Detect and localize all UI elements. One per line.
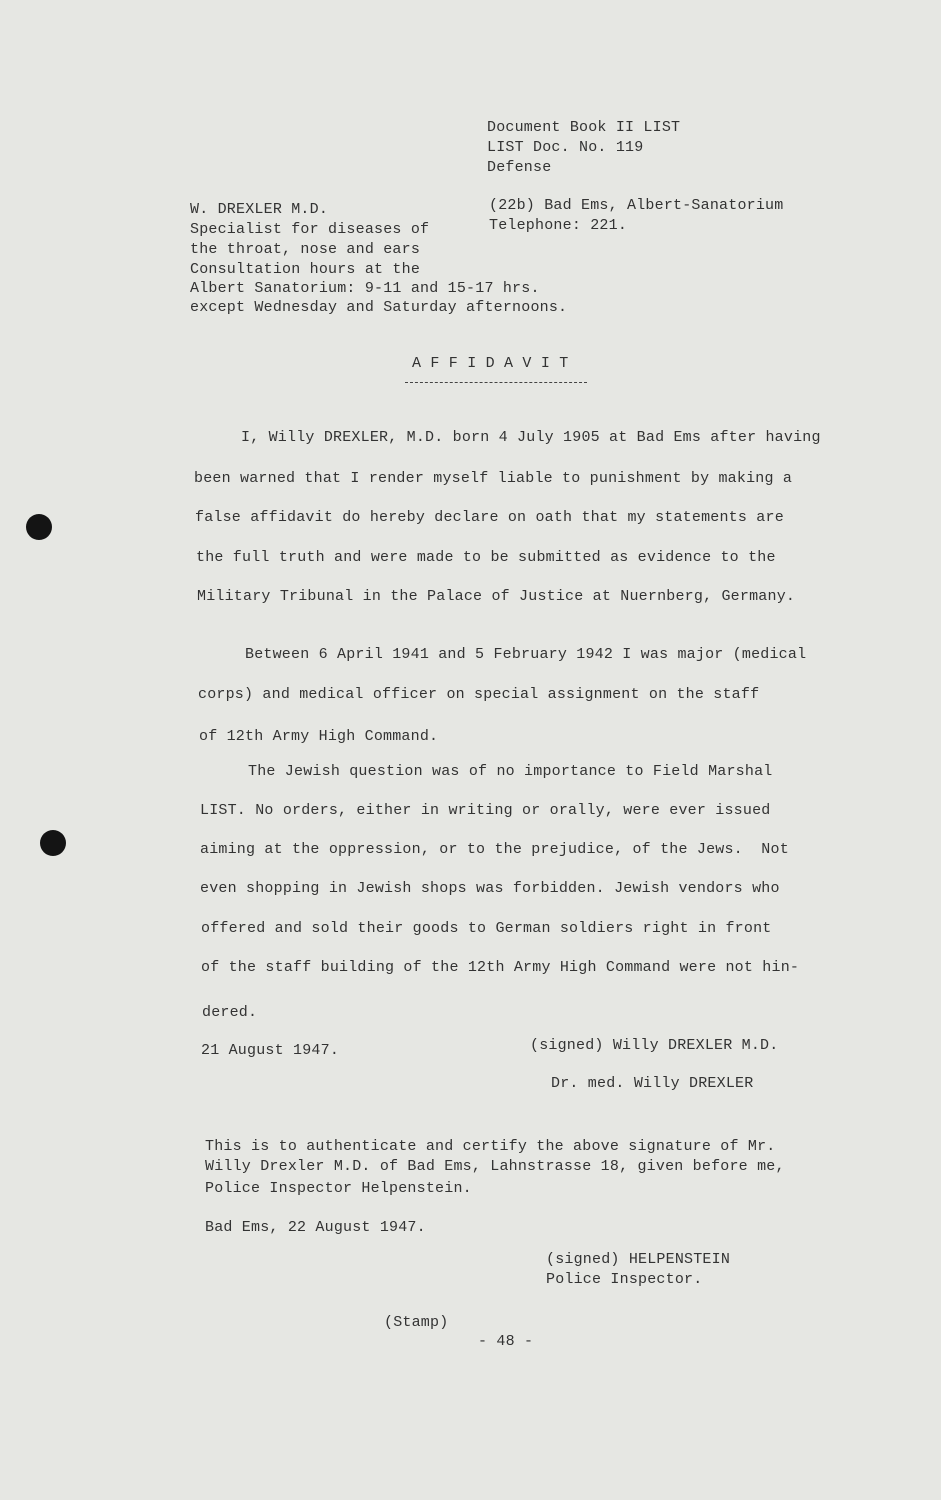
letterhead-address: (22b) Bad Ems, Albert-Sanatorium [489, 197, 784, 214]
para3-line-7: dered. [202, 1004, 258, 1021]
para1-line-2: been warned that I render myself liable to punishment by making a [194, 470, 793, 487]
letterhead-specialty-2: the throat, nose and ears [190, 241, 421, 258]
letterhead-name: W. DREXLER M.D. [190, 201, 329, 218]
doc-number-ref: LIST Doc. No. 119 [487, 139, 644, 156]
para3-line-5: offered and sold their goods to German soldiers right in front [201, 920, 772, 937]
para3-line-4: even shopping in Jewish shops was forbidden. Jewish vendors who [200, 880, 780, 897]
letterhead-hours-3: except Wednesday and Saturday afternoons. [190, 299, 568, 316]
affiant-name: Dr. med. Willy DREXLER [551, 1075, 754, 1092]
cert-date: Bad Ems, 22 August 1947. [205, 1219, 426, 1236]
para3-line-2: LIST. No orders, either in writing or orally, were ever issued [200, 802, 771, 819]
para3-line-6: of the staff building of the 12th Army High Command were not hin- [201, 959, 800, 976]
title-underline [405, 382, 587, 383]
para1-line-4: the full truth and were made to be submitted as evidence to the [196, 549, 776, 566]
cert-line-1: This is to authenticate and certify the above signature of Mr. [205, 1138, 776, 1155]
affidavit-title: A F F I D A V I T [412, 355, 569, 372]
letterhead-specialty-1: Specialist for diseases of [190, 221, 430, 238]
punch-hole-bottom [40, 830, 66, 856]
cert-line-3: Police Inspector Helpenstein. [205, 1180, 472, 1197]
affidavit-date: 21 August 1947. [201, 1042, 340, 1059]
para2-line-2: corps) and medical officer on special assignment on the staff [198, 686, 760, 703]
para1-line-3: false affidavit do hereby declare on oath that my statements are [195, 509, 784, 526]
punch-hole-top [26, 514, 52, 540]
inspector-signature: (signed) HELPENSTEIN [546, 1251, 731, 1268]
para2-line-1: Between 6 April 1941 and 5 February 1942 I was major (medical [245, 646, 807, 663]
para1-line-1: I, Willy DREXLER, M.D. born 4 July 1905 at Bad Ems after having [241, 429, 821, 446]
para2-line-3: of 12th Army High Command. [199, 728, 439, 745]
para3-line-3: aiming at the oppression, or to the prejudice, of the Jews. Not [200, 841, 789, 858]
doc-defense-ref: Defense [487, 159, 552, 176]
para1-line-5: Military Tribunal in the Palace of Justice at Nuernberg, Germany. [197, 588, 796, 605]
letterhead-hours-2: Albert Sanatorium: 9-11 and 15-17 hrs. [190, 280, 540, 297]
para3-line-1: The Jewish question was of no importance to Field Marshal [248, 763, 773, 780]
affiant-signature: (signed) Willy DREXLER M.D. [530, 1037, 779, 1054]
letterhead-telephone: Telephone: 221. [489, 217, 628, 234]
inspector-title: Police Inspector. [546, 1271, 703, 1288]
letterhead-hours-1: Consultation hours at the [190, 261, 421, 278]
stamp-note: (Stamp) [384, 1314, 449, 1331]
doc-book-ref: Document Book II LIST [487, 119, 681, 136]
page-number: - 48 - [478, 1333, 534, 1350]
cert-line-2: Willy Drexler M.D. of Bad Ems, Lahnstrasse 18, given before me, [205, 1158, 785, 1175]
